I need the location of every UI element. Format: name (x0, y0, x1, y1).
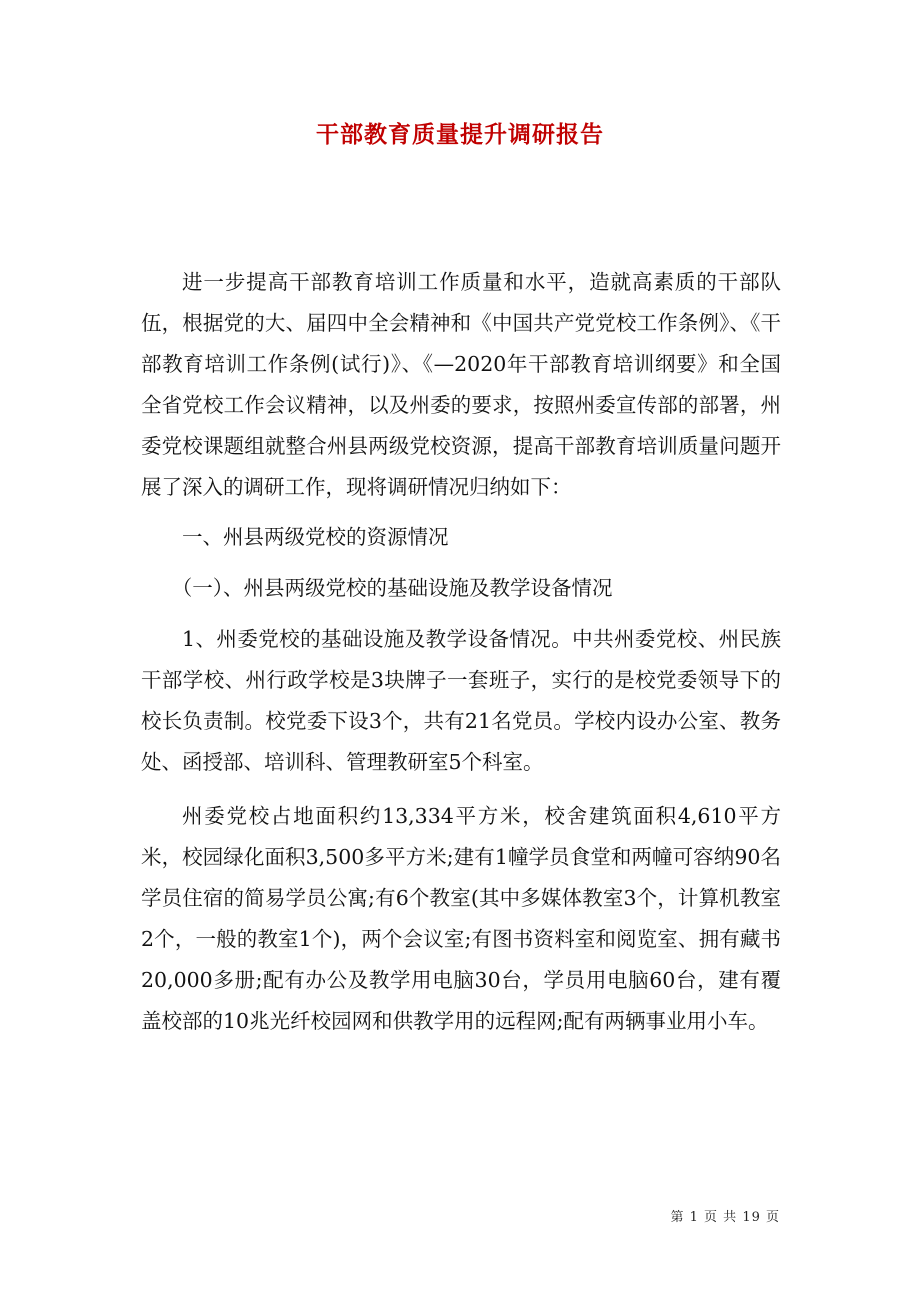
item-paragraph: 1、州委党校的基础设施及教学设备情况。中共州委党校、州民族干部学校、州行政学校是3块牌子一套班子，实行的是校党委领导下的校长负责制。校党委下设3个，共有21名党员。学校内设办公室、教务处、函授部、培训科、管理教研室5个科室。 (141, 627, 781, 774)
intro-paragraph: 进一步提高干部教育培训工作质量和水平，造就高素质的干部队伍，根据党的大、届四中全会精神和《中国共产党党校工作条例》、《干部教育培训工作条例(试行)》、《—2020年干部教育培训纲要》和全国全省党校工作会议精神，以及州委的要求，按照州委宣传部的部署，州委党校课题组就整合州县两级党校资源，提高干部教育培训质量问题开展了深入的调研工作，现将调研情况归纳如下： (141, 270, 781, 499)
subsection-heading: （一）、州县两级党校的基础设施及教学设备情况 (171, 576, 613, 600)
document-title: 干部教育质量提升调研报告 (316, 121, 604, 148)
facilities-paragraph: 州委党校占地面积约13,334平方米，校舍建筑面积4,610平方米，校园绿化面积3,500多平方米;建有1幢学员食堂和两幢可容纳90名学员住宿的简易学员公寓;有6个教室(其中多媒体教室3个，计算机教室2个，一般的教室1个)，两个会议室;有图书资料室和阅览室、拥有藏书20,000多册;配有办公及教学用电脑30台，学员用电脑60台，建有覆盖校部的10兆光纤校园网和供教学用的远程网;配有两辆事业用小车。 (141, 804, 781, 1033)
section-heading: 一、州县两级党校的资源情况 (182, 525, 449, 549)
document-body (141, 262, 781, 1042)
page-number: 第 1 页 共 19 页 (670, 1210, 780, 1225)
